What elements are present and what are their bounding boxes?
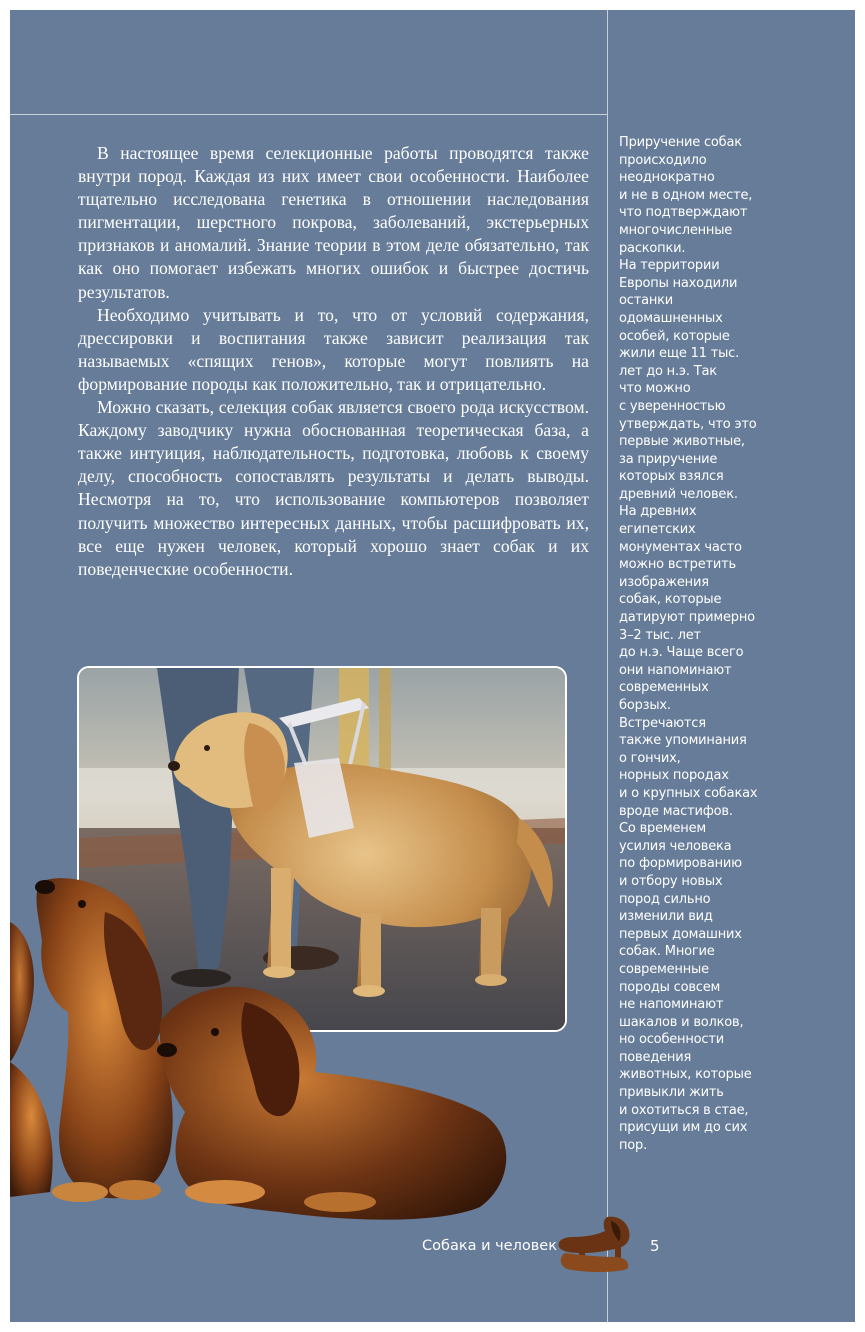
sidebar-line: не напоминают bbox=[619, 997, 724, 1013]
sidebar-line: усилия человека bbox=[619, 838, 732, 854]
sidebar-line: происходило bbox=[619, 152, 707, 168]
sidebar-line: которых взялся bbox=[619, 469, 724, 485]
sidebar-line: неоднократно bbox=[619, 170, 715, 186]
sidebar-line: жили еще 11 тыс. bbox=[619, 346, 740, 362]
sidebar-line: Приручение собак bbox=[619, 135, 742, 150]
sidebar-line: породы совсем bbox=[619, 979, 721, 995]
sidebar-line: первые животные, bbox=[619, 434, 745, 450]
sidebar-line: и охотиться в стае, bbox=[619, 1102, 749, 1118]
column-divider bbox=[607, 10, 608, 1322]
sidebar-line: египетских bbox=[619, 522, 696, 538]
sidebar-line: современных bbox=[619, 680, 709, 696]
sidebar-line: привыкли жить bbox=[619, 1085, 724, 1101]
sidebar-line: можно встретить bbox=[619, 557, 736, 573]
sidebar-line: Встречаются bbox=[619, 715, 706, 731]
sidebar-line: норных породах bbox=[619, 768, 729, 784]
sidebar-line: современные bbox=[619, 961, 709, 977]
footer-dachshund-icon bbox=[555, 1213, 635, 1275]
sidebar-line: собак, которые bbox=[619, 592, 722, 608]
sidebar-line: Европы находили bbox=[619, 275, 738, 291]
sidebar-line: и не в одном месте, bbox=[619, 187, 753, 203]
sidebar-note bbox=[619, 134, 779, 1154]
sidebar-line: шакалов и волков, bbox=[619, 1014, 744, 1030]
running-footer-title: Собака и человек bbox=[422, 1238, 557, 1254]
sidebar-line: и отбору новых bbox=[619, 873, 723, 889]
sidebar-line: 3–2 тыс. лет bbox=[619, 627, 701, 643]
sidebar-line: Со временем bbox=[619, 821, 706, 837]
paragraph-2: Необходимо учитывать и то, что от условий содержания, дрессировки и воспитания также зависит реализация так называемых «спящих генов», которые могут повлиять на формирование породы как положительно, так и отрицательно. bbox=[78, 304, 589, 394]
sidebar-line: раскопки. bbox=[619, 240, 686, 256]
sidebar-line: поведения bbox=[619, 1049, 692, 1065]
sidebar-line: особей, которые bbox=[619, 328, 730, 344]
sidebar-line: На древних bbox=[619, 504, 697, 520]
sidebar-line: и о крупных собаках bbox=[619, 785, 758, 801]
sidebar-line: по формированию bbox=[619, 856, 742, 872]
sidebar-line: древний человек. bbox=[619, 486, 738, 502]
sidebar-line: На территории bbox=[619, 258, 720, 274]
sidebar-line: они напоминают bbox=[619, 662, 732, 678]
sidebar-line: о гончих, bbox=[619, 750, 681, 766]
paragraph-3: Можно сказать, селекция собак является своего рода искусством. Каждому заводчику нужна обоснованная теоретическая база, а также интуиция, наблюдательность, подготовка, любовь к своему делу, способность сопоставлять результаты и делать выводы. Несмотря на то, что использование компьютеров позволяет получить множество интересных данных, чтобы расшифровать их, все еще нужен человек, который хорошо знает собак и их поведенческие особенности. bbox=[78, 397, 589, 579]
sidebar-line: за приручение bbox=[619, 451, 718, 467]
sidebar-line: до н.э. Чаще всего bbox=[619, 645, 744, 661]
sidebar-line: многочисленные bbox=[619, 222, 733, 238]
sidebar-line: присущи им до сих bbox=[619, 1120, 748, 1136]
sidebar-line: также упоминания bbox=[619, 733, 747, 749]
sidebar-line: пор. bbox=[619, 1137, 648, 1153]
sidebar-line: пород сильно bbox=[619, 891, 711, 907]
sidebar-line: что подтверждают bbox=[619, 205, 748, 221]
sidebar-line: собак. Многие bbox=[619, 944, 715, 960]
sidebar-line: лет до н.э. Так bbox=[619, 363, 717, 379]
sidebar-line: с уверенностью bbox=[619, 398, 726, 414]
main-text bbox=[78, 142, 589, 581]
page-number: 5 bbox=[650, 1237, 660, 1255]
sidebar-line: монументах часто bbox=[619, 539, 742, 555]
sidebar-line: но особенности bbox=[619, 1032, 724, 1048]
sidebar-line: одомашненных bbox=[619, 310, 723, 326]
sidebar-line: утверждать, что это bbox=[619, 416, 757, 432]
sidebar-line: останки bbox=[619, 293, 674, 309]
sidebar-line: первых домашних bbox=[619, 926, 742, 942]
sidebar-line: датируют примерно bbox=[619, 610, 755, 626]
sidebar-line: изменили вид bbox=[619, 909, 713, 925]
top-rule bbox=[10, 114, 607, 115]
sidebar-line: борзых. bbox=[619, 698, 671, 713]
paragraph-1: В настоящее время селекционные работы проводятся также внутри пород. Каждая из них имеет свои особенности. Наиболее тщательно исследована генетика в отношении наследования пигментации, шерстного покрова, заболеваний, экстерьерных признаков и аномалий. Знание теории в этом деле обязательно, так как оно помогает избежать многих ошибок и быстрее достичь результатов. bbox=[78, 143, 589, 302]
dachshund-puppies-image bbox=[10, 862, 530, 1232]
sidebar-line: вроде мастифов. bbox=[619, 803, 733, 819]
sidebar-line: животных, которые bbox=[619, 1067, 752, 1083]
sidebar-line: что можно bbox=[619, 381, 691, 397]
sidebar-line: изображения bbox=[619, 574, 709, 590]
